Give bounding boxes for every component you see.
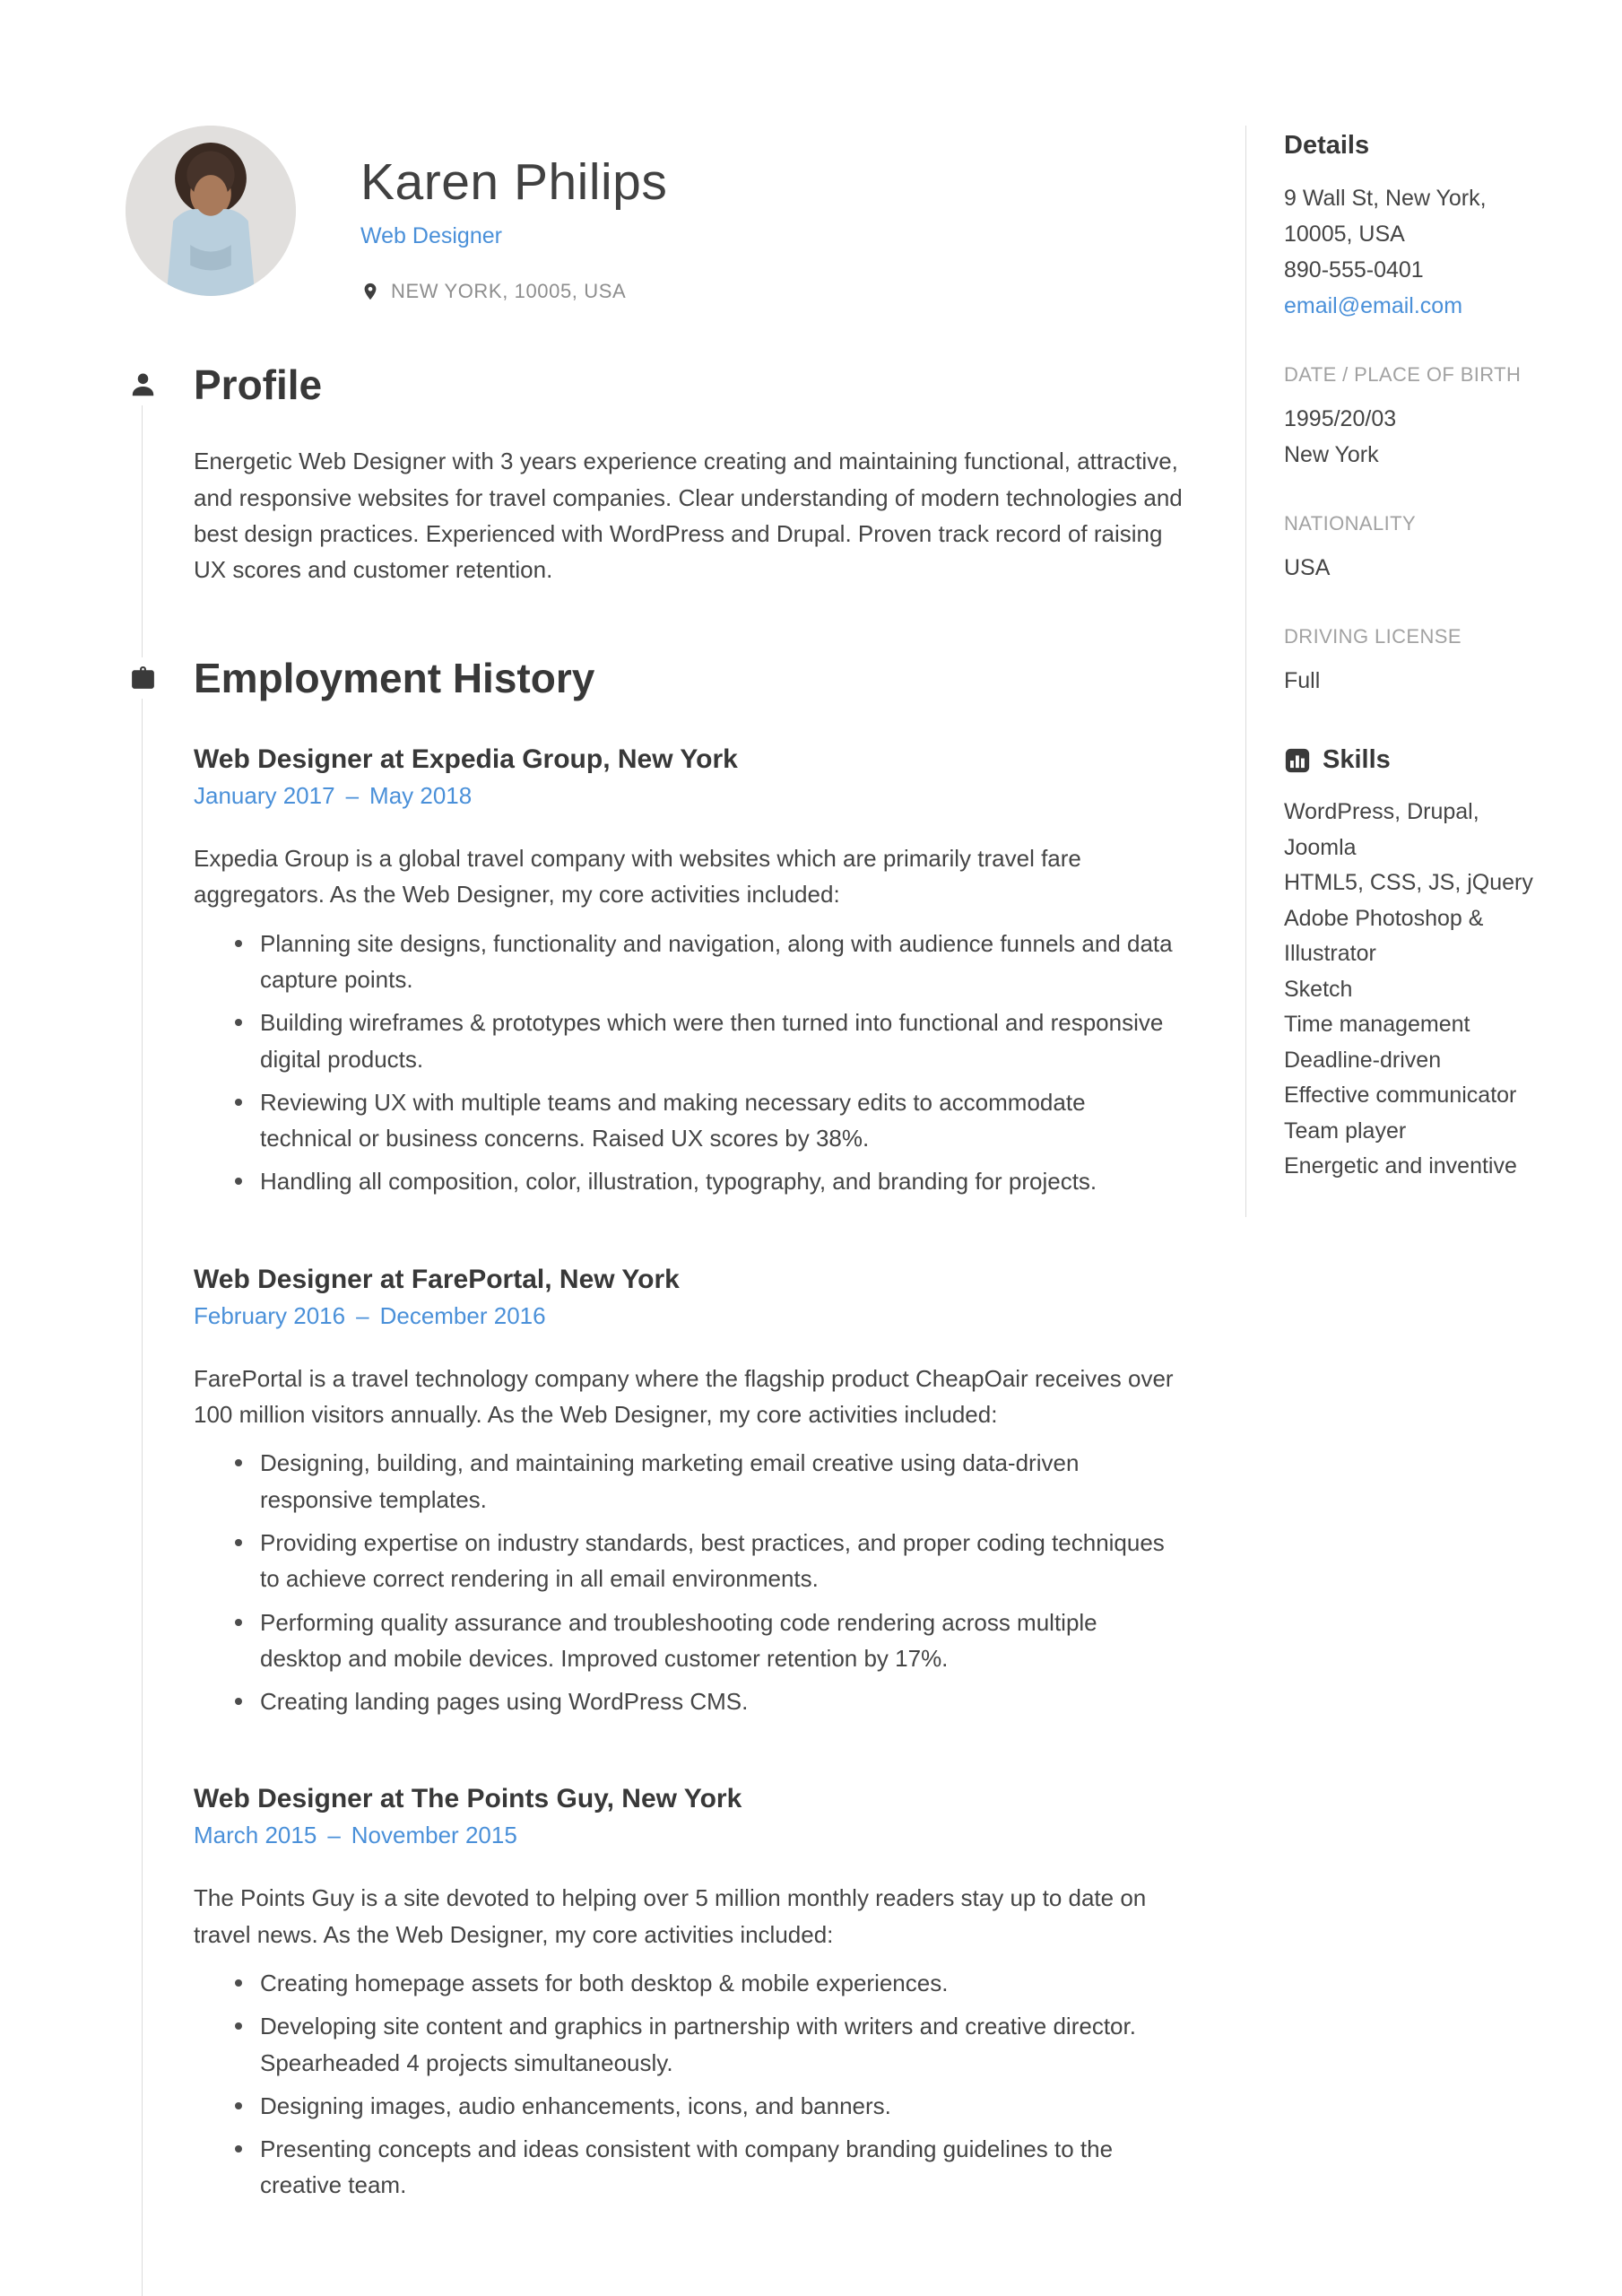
skill-item: Effective communicator bbox=[1284, 1083, 1517, 1108]
profile-text: Energetic Web Designer with 3 years experience creating and maintaining functional, attractive, and responsive websites for travel companies. Clear understanding of modern technologies and best design practices. Experienced with WordPress and Drupal. Proven track record of raising UX scores and customer retention. bbox=[194, 448, 1183, 584]
skill-item: Time management bbox=[1284, 1012, 1470, 1037]
person-icon bbox=[127, 364, 158, 405]
job-dates bbox=[194, 1302, 1184, 1330]
skill-item: Deadline-driven bbox=[1284, 1047, 1442, 1073]
sidebar bbox=[1245, 126, 1550, 1217]
job-end-date: December 2016 bbox=[379, 1301, 546, 1329]
job-end-date: May 2018 bbox=[369, 782, 473, 810]
job-bullet-list bbox=[194, 1445, 1184, 1719]
skill-item: Sketch bbox=[1284, 976, 1353, 1002]
skill-item: Energetic and inventive bbox=[1284, 1153, 1517, 1178]
date-separator: – bbox=[345, 782, 360, 810]
bullet-item: Designing images, audio enhancements, icons, and banners. bbox=[260, 2088, 1184, 2124]
profile-section bbox=[126, 362, 1184, 588]
bullet-item: Creating landing pages using WordPress CMS. bbox=[260, 1683, 1184, 1719]
job-entry bbox=[194, 1784, 1184, 2203]
job-start-date: March 2015 bbox=[194, 1822, 317, 1849]
birth-date: 1995/20/03 bbox=[1284, 406, 1397, 431]
bullet-item: Presenting concepts and ideas consistent with company branding guidelines to the creative team. bbox=[260, 2131, 1184, 2204]
job-bullet-list bbox=[194, 1965, 1184, 2204]
employment-section bbox=[126, 656, 1184, 2203]
skill-item: Adobe Photoshop & Illustrator bbox=[1284, 905, 1484, 966]
birth-heading: DATE / PLACE OF BIRTH bbox=[1284, 363, 1522, 386]
location-pin-icon bbox=[360, 282, 380, 301]
person-job-title: Web Designer bbox=[360, 222, 502, 248]
job-description: Expedia Group is a global travel company with websites which are primarily travel fare aggregators. As the Web Designer, my core activities included: bbox=[194, 845, 1081, 909]
nationality-value: USA bbox=[1284, 555, 1331, 580]
resume-header bbox=[126, 126, 1184, 303]
location-line bbox=[360, 280, 667, 303]
job-title: Web Designer at Expedia Group, New York bbox=[194, 744, 738, 775]
location-text: NEW YORK, 10005, USA bbox=[391, 279, 627, 302]
skill-item: Team player bbox=[1284, 1118, 1407, 1144]
job-start-date: February 2016 bbox=[194, 1301, 346, 1329]
bullet-item: Reviewing UX with multiple teams and making necessary edits to accommodate technical or business concerns. Raised UX scores by 38%. bbox=[260, 1084, 1184, 1157]
job-start-date: January 2017 bbox=[194, 782, 335, 810]
phone-number: 890-555-0401 bbox=[1284, 257, 1424, 283]
job-dates bbox=[194, 1822, 1184, 1849]
employment-heading: Employment History bbox=[194, 655, 595, 702]
skill-item: HTML5, CSS, JS, jQuery bbox=[1284, 870, 1533, 895]
bar-chart-icon bbox=[1284, 747, 1311, 774]
bullet-item: Planning site designs, functionality and navigation, along with audience funnels and data capture points. bbox=[260, 926, 1184, 998]
job-bullet-list bbox=[194, 926, 1184, 1200]
job-title: Web Designer at FarePortal, New York bbox=[194, 1264, 680, 1294]
job-entry bbox=[194, 1265, 1184, 1720]
briefcase-icon bbox=[127, 657, 158, 699]
skill-item: WordPress, Drupal, Joomla bbox=[1284, 799, 1479, 860]
bullet-item: Developing site content and graphics in partnership with writers and creative director. Spearheaded 4 projects simultaneously. bbox=[260, 2008, 1184, 2081]
bullet-item: Handling all composition, color, illustration, typography, and branding for projects. bbox=[260, 1163, 1184, 1199]
nationality-heading: NATIONALITY bbox=[1284, 512, 1417, 535]
bullet-item: Providing expertise on industry standards, best practices, and proper coding techniques to achieve correct rendering in all email environments. bbox=[260, 1525, 1184, 1597]
skills-heading: Skills bbox=[1323, 745, 1391, 774]
bullet-item: Designing, building, and maintaining marketing email creative using data-driven responsive templates. bbox=[260, 1445, 1184, 1518]
date-separator: – bbox=[327, 1822, 341, 1849]
address-line-2: 10005, USA bbox=[1284, 222, 1405, 247]
job-description: FarePortal is a travel technology company where the flagship product CheapOair receives over 100 million visitors annually. As the Web Designer, my core activities included: bbox=[194, 1364, 1174, 1429]
address-line-1: 9 Wall St, New York, bbox=[1284, 186, 1487, 211]
job-title: Web Designer at The Points Guy, New York bbox=[194, 1784, 742, 1814]
header-text bbox=[360, 126, 667, 303]
email-link[interactable]: email@email.com bbox=[1284, 293, 1463, 318]
driving-license-value: Full bbox=[1284, 668, 1321, 693]
birth-place: New York bbox=[1284, 442, 1379, 467]
bullet-item: Building wireframes & prototypes which were then turned into functional and responsive digital products. bbox=[260, 1004, 1184, 1077]
details-heading: Details bbox=[1284, 131, 1370, 160]
bullet-item: Performing quality assurance and troubleshooting code rendering across multiple desktop and mobile devices. Improved customer retention by 17%. bbox=[260, 1605, 1184, 1677]
profile-photo-image bbox=[126, 126, 296, 296]
job-description: The Points Guy is a site devoted to helping over 5 million monthly readers stay up to date on travel news. As the Web Designer, my core activities included: bbox=[194, 1884, 1147, 1948]
job-end-date: November 2015 bbox=[351, 1822, 517, 1849]
person-name: Karen Philips bbox=[360, 153, 668, 211]
main-column bbox=[126, 126, 1184, 2296]
job-dates bbox=[194, 782, 1184, 810]
driving-license-heading: DRIVING LICENSE bbox=[1284, 625, 1462, 648]
skills-section bbox=[1284, 745, 1550, 1185]
job-entry bbox=[194, 744, 1184, 1200]
date-separator: – bbox=[356, 1301, 369, 1329]
profile-heading: Profile bbox=[194, 361, 323, 408]
bullet-item: Creating homepage assets for both desktop & mobile experiences. bbox=[260, 1965, 1184, 2001]
profile-photo bbox=[126, 126, 296, 296]
skills-header bbox=[1284, 745, 1550, 775]
